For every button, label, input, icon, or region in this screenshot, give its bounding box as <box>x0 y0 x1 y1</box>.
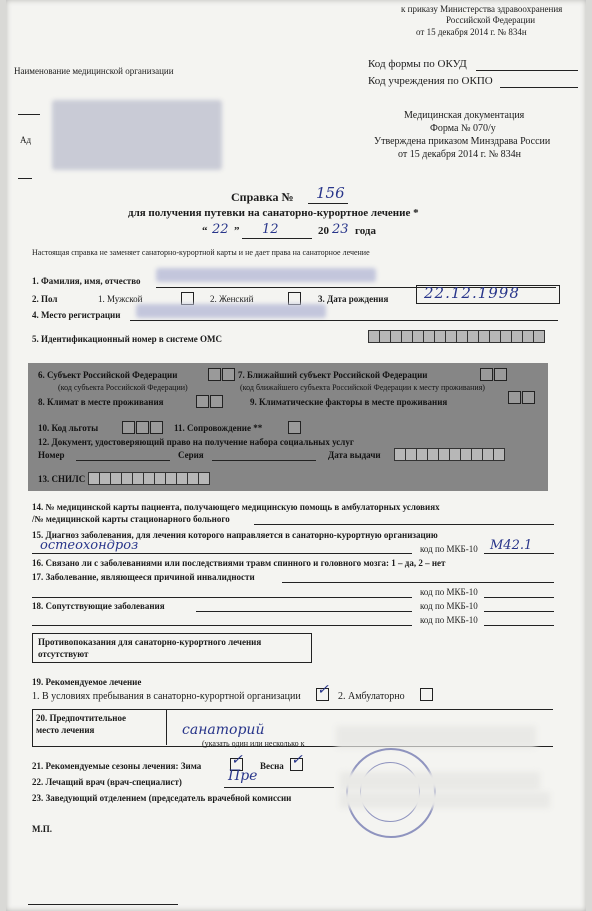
place-value: санаторий <box>182 722 265 738</box>
date-year-prefix: 20 <box>318 225 329 237</box>
okpo-label: Код учреждения по ОКПО <box>368 75 493 87</box>
field-10-box-3 <box>150 421 163 434</box>
field-7-sub: (код ближайшего субъекта Российской Федерации к месту проживания) <box>240 383 485 392</box>
mkb-line-18 <box>484 611 554 612</box>
field-8-label: 8. Климат в месте проживания <box>38 397 164 407</box>
winter-check-mark: ✓ <box>231 752 243 768</box>
doc-issue-date-label: Дата выдачи <box>328 450 381 460</box>
med-doc-label: Медицинская документация <box>404 110 525 121</box>
field-13-label: 13. СНИЛС <box>38 474 86 484</box>
field-10-label: 10. Код льготы <box>38 423 99 433</box>
field-6-sub: (код субъекта Российской Федерации) <box>58 383 188 392</box>
head-name-blurred <box>340 792 550 808</box>
address-label: Ад <box>20 135 32 145</box>
mkb-label-17: код по МКБ-10 <box>420 587 478 597</box>
field-8-box-2 <box>210 395 223 408</box>
sex-female-label: 2. Женский <box>210 294 254 304</box>
mkb-line-15 <box>484 553 554 554</box>
field-20-hint: (указать один или несколько к <box>202 739 305 748</box>
field-9-label: 9. Климатические факторы в месте проживания <box>250 397 448 407</box>
field-4-line <box>130 320 558 321</box>
doc-series-label: Серия <box>178 450 204 460</box>
address-line <box>18 178 32 179</box>
field-19-option-2: 2. Амбулаторно <box>338 691 405 702</box>
mkb-line-18b <box>484 625 554 626</box>
date-year-word: года <box>355 225 376 237</box>
field-10-box-2 <box>136 421 149 434</box>
bottom-line <box>28 904 178 905</box>
mkb-label-18: код по МКБ-10 <box>420 601 478 611</box>
field-20-divider <box>166 709 167 745</box>
doctor-name-blurred <box>340 772 540 790</box>
mkb-value-15: М42.1 <box>490 538 533 553</box>
field-19-option-1: 1. В условиях пребывания в санаторно-курортной организации <box>32 691 301 702</box>
field-12-label: 12. Документ, удостоверяющий право на получение набора социальных услуг <box>38 437 354 447</box>
field-6-box <box>208 368 221 381</box>
sex-male-label: 1. Мужской <box>98 294 143 304</box>
diagnosis-value: остеохондроз <box>40 538 139 553</box>
diagnosis-line <box>32 553 412 554</box>
field-5-label: 5. Идентификационный номер в системе ОМС <box>32 334 222 344</box>
okpo-line <box>500 87 578 88</box>
field-1-label: 1. Фамилия, имя, отчество <box>32 276 141 286</box>
order-line-2: Российской Федерации <box>446 15 536 25</box>
date-day: 22 <box>212 222 229 237</box>
org-stamp-blurred <box>52 100 222 170</box>
spravka-note: Настоящая справка не заменяет санаторно-курортной карты и не дает права на санаторное лечение <box>32 248 370 257</box>
option-2-checkbox[interactable] <box>420 688 433 701</box>
address-value-blurred <box>136 304 326 318</box>
field-14-label: 14. № медицинской карты пациента, получающего медицинскую помощь в амбулаторных условиях <box>32 502 440 512</box>
spravka-number-line <box>308 203 348 204</box>
field-7-box <box>480 368 493 381</box>
field-6-box-2 <box>222 368 235 381</box>
field-11-label: 11. Сопровождение ** <box>174 423 263 433</box>
date-year-suffix: 23 <box>332 222 349 237</box>
field-10-box <box>122 421 135 434</box>
field-8-box <box>196 395 209 408</box>
field-9-box <box>508 391 521 404</box>
approved-date: от 15 декабря 2014 г. № 834н <box>398 149 521 160</box>
date-month: 12 <box>262 222 279 237</box>
order-line-1: к приказу Министерства здравоохранения <box>401 4 563 14</box>
spring-check-mark: ✓ <box>291 752 303 768</box>
snils-cells <box>88 472 209 485</box>
field-18-label: 18. Сопутствующие заболевания <box>32 601 165 611</box>
field-20-label-2: место лечения <box>36 725 95 735</box>
doc-number-label: Номер <box>38 450 65 460</box>
spravka-subtitle: для получения путевки на санаторно-курортное лечение * <box>128 207 419 219</box>
field-22-line <box>224 787 334 788</box>
spravka-label: Справка № <box>231 190 294 204</box>
name-value-blurred <box>156 268 376 282</box>
mkb-label-18b: код по МКБ-10 <box>420 615 478 625</box>
field-14-line <box>254 524 554 525</box>
field-2-label: 2. Пол <box>32 294 58 304</box>
order-line-3: от 15 декабря 2014 г. № 834н <box>416 27 527 37</box>
org-line <box>18 114 40 115</box>
doc-series-line <box>212 460 316 461</box>
field-14-label-2: /№ медицинской карты стационарного больного <box>32 514 230 524</box>
org-label: Наименование медицинской организации <box>14 66 174 76</box>
field-18-line-2 <box>32 625 412 626</box>
field-9-box-2 <box>522 391 535 404</box>
spravka-number: 156 <box>316 184 345 202</box>
okud-label: Код формы по ОКУД <box>368 58 467 70</box>
field-20-blurred <box>336 726 536 748</box>
field-16-label: 16. Связано ли с заболеваниями или последствиями травм спинного и головного мозга: 1 – да, 2 – нет <box>32 558 446 568</box>
contraindications-line-2: отсутствуют <box>38 649 89 659</box>
mp-label: М.П. <box>32 824 52 834</box>
field-11-box <box>288 421 301 434</box>
doc-number-line <box>76 460 170 461</box>
doctor-signature: Пре <box>228 768 258 784</box>
field-15-label: 15. Диагноз заболевания, для лечения которого направляется в санаторно-курортную организацию <box>32 530 438 540</box>
dob-label: 3. Дата рождения <box>318 294 389 304</box>
field-7-label: 7. Ближайший субъект Российской Федерации <box>238 370 428 380</box>
spring-label: Весна <box>260 761 284 771</box>
field-20-label-1: 20. Предпочтительное <box>36 713 126 723</box>
field-6-label: 6. Субъект Российской Федерации <box>38 370 178 380</box>
date-month-line <box>242 238 312 239</box>
mkb-label-15: код по МКБ-10 <box>420 544 478 554</box>
field-17-line-2 <box>32 597 412 598</box>
field-21-label: 21. Рекомендуемые сезоны лечения: Зима <box>32 761 202 771</box>
okud-line <box>476 70 578 71</box>
mkb-line-17 <box>484 597 554 598</box>
field-19-label: 19. Рекомендуемое лечение <box>32 677 142 687</box>
shaded-block <box>28 363 548 491</box>
approved-label: Утверждена приказом Минздрава России <box>374 136 551 147</box>
option-1-check-mark: ✓ <box>317 682 329 698</box>
document-sheet: к приказу Министерства здравоохранения Российской Федерации от 15 декабря 2014 г. № 834н Наименование медицинской организации Код формы по ОКУД Код учреждения по ОКПО Ад Медицинская документация Форма № 070/у Утверждена приказом Минздрава России от 15 декабря 2014 г. № 834н Справка № 156 для получения путевки на санаторно-курортное лечение * “ 22 ” 12 20 23 года Настоящая справка не заменяет санаторно-курортной карты и не дает права на санаторное лечение 1. Фамилия, имя, отчество 2. Пол 1. Мужской 2. Женский 3. Дата рождения 22.12.1998 4. Место регистрации 5. Идентификационный номер в системе ОМС 6. Субъект Российской Федерации (код субъекта Российской Федерации) 7. Ближайший субъект Российской Федерации (код ближайшего субъекта Российской Федерации к месту проживания) 8. Климат в месте проживания 9. Климатические факторы в месте проживания 10. Код льготы 11. Сопровождение ** 12. Документ, удостоверяющий право на получение набора социальных услуг Номер Серия Дата выдачи 13. СНИЛС 14. № медицинской карты пациента, получающего медицинскую помощь в амбулаторных условиях /№ медицинской карты стационарного больного 15. Диагноз заболевания, для лечения которого направляется в санаторно-курортную организацию остеохондроз код по МКБ-10 М42.1 16. Связано ли с заболеваниями или последствиями травм спинного и головного мозга: 1 – да, 2 – нет 17. Заболевание, являющееся причиной инвалидности код по МКБ-10 18. Сопутствующие заболевания код по МКБ-10 код по МКБ-10 Противопоказания для санаторно-курортного лечения отсутствуют 19. Рекомендуемое лечение 1. В условиях пребывания в санаторно-курортной организации ✓ 2. Амбулаторно 20. Предпочтительное место лечения санаторий (указать один или несколько к 21. Рекомендуемые сезоны лечения: Зима ✓ Весна ✓ 22. Лечащий врач (врач-специалист) Пре 23. Заведующий отделением (председатель врачебной комиссии М.П. <box>6 0 586 911</box>
field-7-box-2 <box>494 368 507 381</box>
field-17-line <box>282 582 554 583</box>
field-17-label: 17. Заболевание, являющееся причиной инвалидности <box>32 572 255 582</box>
field-22-label: 22. Лечащий врач (врач-специалист) <box>32 777 182 787</box>
oms-cells <box>368 330 544 343</box>
dob-value: 22.12.1998 <box>424 284 520 302</box>
field-18-line <box>196 611 412 612</box>
field-4-label: 4. Место регистрации <box>32 310 121 320</box>
issue-date-cells <box>394 448 504 461</box>
form-number: Форма № 070/у <box>430 123 496 134</box>
contraindications-line-1: Противопоказания для санаторно-курортного лечения <box>38 637 262 647</box>
field-23-label: 23. Заведующий отделением (председатель врачебной комиссии <box>32 793 292 803</box>
